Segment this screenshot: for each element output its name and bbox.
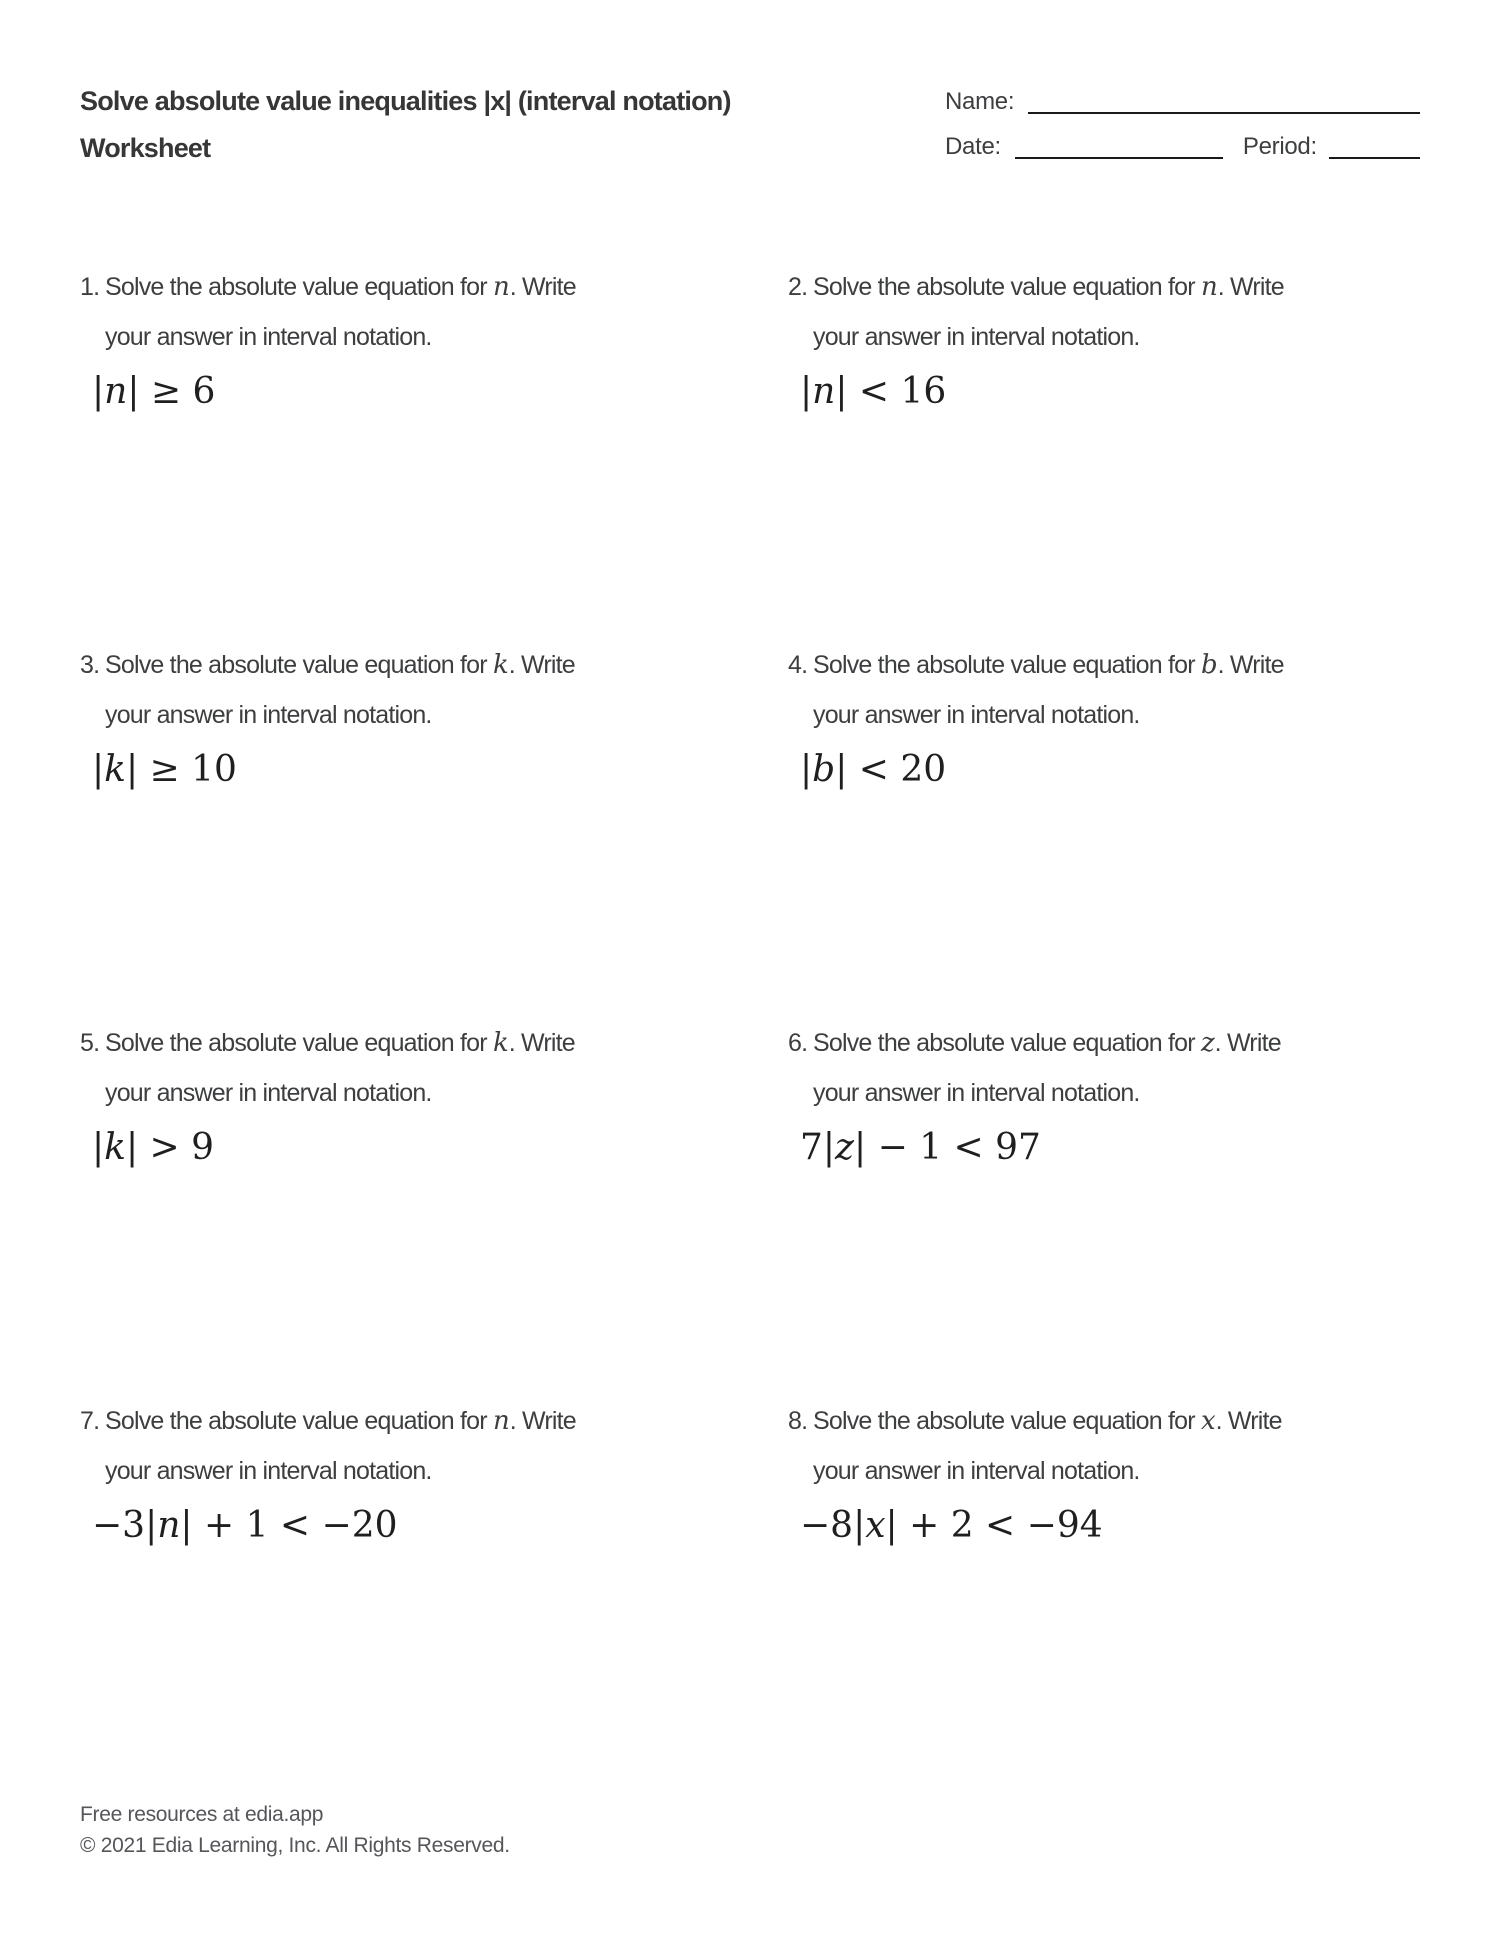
worksheet-title: Solve absolute value inequalities |x| (interval notation) bbox=[80, 86, 731, 116]
problem-1 bbox=[80, 262, 596, 640]
problem-question: Solve the absolute value equation for z. Write your answer in interval notation. bbox=[813, 1028, 1281, 1107]
worksheet-subtitle: Worksheet bbox=[80, 133, 211, 163]
footer-resources-line: Free resources at edia.app bbox=[80, 1803, 324, 1826]
problem-equation: 7|z| − 1 < 97 bbox=[800, 1127, 1041, 1168]
title-block bbox=[80, 78, 920, 172]
problem-question: Solve the absolute value equation for k. Write your answer in interval notation. bbox=[105, 650, 575, 729]
name-field-row bbox=[945, 90, 1420, 116]
problem-5 bbox=[80, 1018, 596, 1396]
date-period-field-row bbox=[945, 135, 1420, 161]
problem-question: Solve the absolute value equation for n. Write your answer in interval notation. bbox=[813, 272, 1284, 351]
problem-question: Solve the absolute value equation for n. Write your answer in interval notation. bbox=[105, 1406, 576, 1485]
problem-number: 7. bbox=[80, 1407, 100, 1435]
problem-question-row bbox=[80, 640, 596, 740]
problem-question-row bbox=[80, 1396, 596, 1496]
question-variable: b bbox=[1200, 650, 1218, 680]
question-variable: x bbox=[1200, 1406, 1216, 1436]
problem-2 bbox=[788, 262, 1304, 640]
page-footer bbox=[80, 1799, 510, 1861]
problem-6 bbox=[788, 1018, 1304, 1396]
problem-question: Solve the absolute value equation for x. Write your answer in interval notation. bbox=[813, 1406, 1282, 1485]
problem-equation: |k| ≥ 10 bbox=[92, 749, 237, 790]
problem-number: 1. bbox=[80, 273, 100, 301]
problem-equation: |b| < 20 bbox=[800, 749, 947, 790]
problem-number: 2. bbox=[788, 273, 808, 301]
problem-equation: |n| ≥ 6 bbox=[92, 371, 216, 412]
problem-equation: −8|x| + 2 < −94 bbox=[800, 1505, 1103, 1546]
student-fields bbox=[945, 90, 1420, 161]
problem-question-row bbox=[80, 262, 596, 362]
problem-number: 3. bbox=[80, 651, 100, 679]
problem-question-row bbox=[80, 1018, 596, 1118]
problem-number: 8. bbox=[788, 1407, 808, 1435]
problem-equation: −3|n| + 1 < −20 bbox=[92, 1505, 398, 1546]
date-label: Date: bbox=[945, 133, 1001, 160]
problem-equation: |n| < 16 bbox=[800, 371, 947, 412]
question-variable: n bbox=[492, 1406, 510, 1436]
footer-copyright-line: © 2021 Edia Learning, Inc. All Rights Reserved. bbox=[80, 1834, 510, 1857]
period-blank-line bbox=[1329, 157, 1420, 159]
question-variable: k bbox=[492, 650, 509, 680]
problem-7 bbox=[80, 1396, 596, 1774]
problem-equation: |k| > 9 bbox=[92, 1127, 215, 1168]
problem-question: Solve the absolute value equation for k. Write your answer in interval notation. bbox=[105, 1028, 575, 1107]
question-variable: z bbox=[1200, 1028, 1215, 1058]
problem-question-row bbox=[788, 1396, 1304, 1496]
problem-3 bbox=[80, 640, 596, 1018]
problem-number: 4. bbox=[788, 651, 808, 679]
problem-number: 5. bbox=[80, 1029, 100, 1057]
problem-question: Solve the absolute value equation for b. Write your answer in interval notation. bbox=[813, 650, 1284, 729]
problem-question-row bbox=[788, 1018, 1304, 1118]
question-variable: k bbox=[492, 1028, 509, 1058]
date-blank-line bbox=[1015, 157, 1223, 159]
problem-4 bbox=[788, 640, 1304, 1018]
problem-8 bbox=[788, 1396, 1304, 1774]
name-blank-line bbox=[1028, 112, 1420, 114]
problem-question-row bbox=[788, 640, 1304, 740]
period-label: Period: bbox=[1242, 133, 1317, 160]
problems-grid bbox=[80, 262, 1304, 1774]
problem-number: 6. bbox=[788, 1029, 808, 1057]
question-variable: n bbox=[1200, 272, 1218, 302]
problem-question-row bbox=[788, 262, 1304, 362]
problem-question: Solve the absolute value equation for n. Write your answer in interval notation. bbox=[105, 272, 576, 351]
question-variable: n bbox=[492, 272, 510, 302]
name-label: Name: bbox=[945, 88, 1015, 115]
